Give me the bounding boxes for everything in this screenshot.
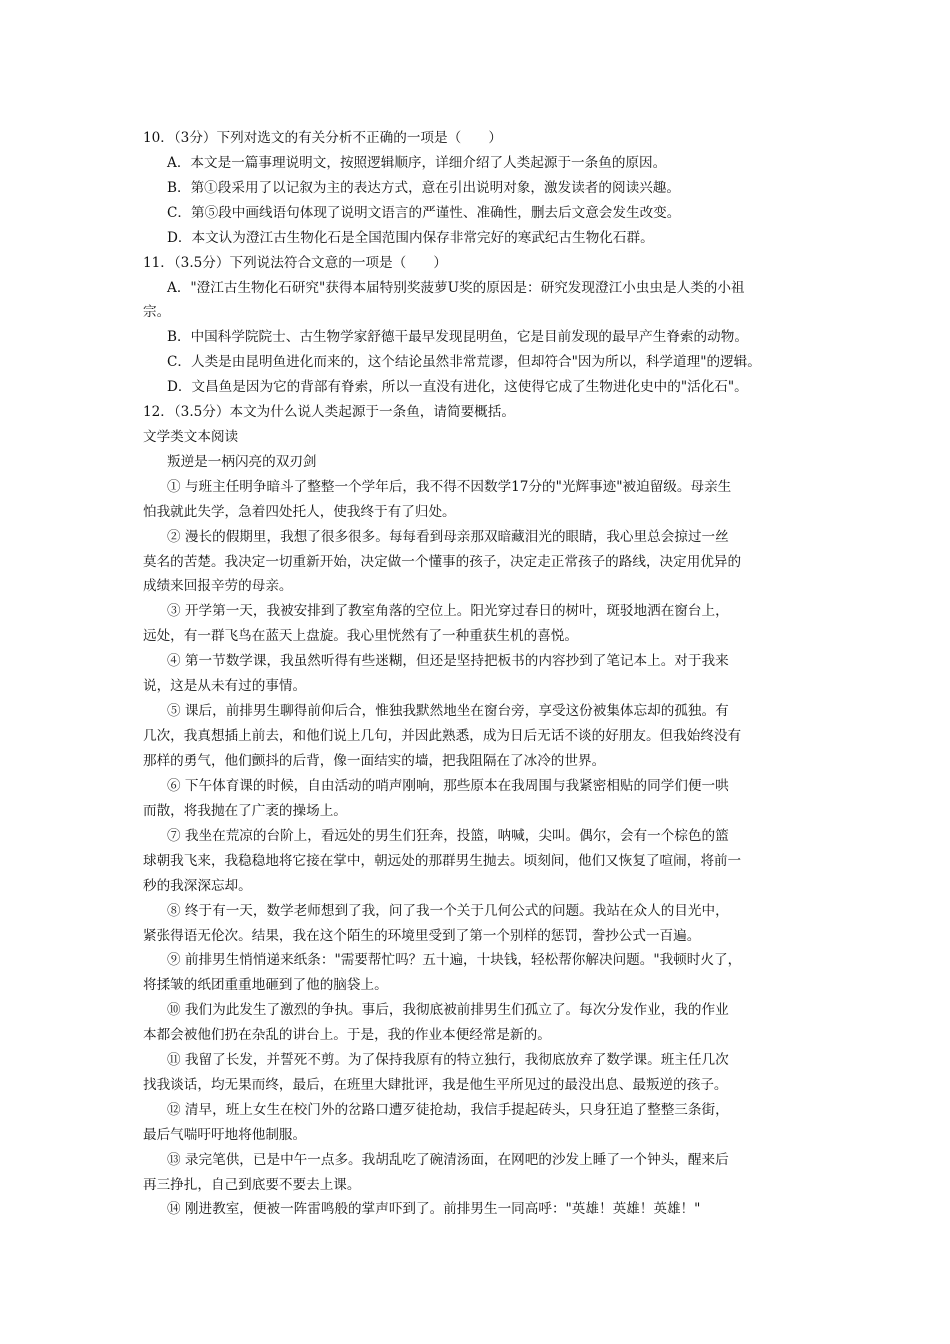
story-line: ⑤ 课后，前排男生聊得前仰后合，惟独我默然地坐在窗台旁，享受这份被集体忘却的孤独。有 [167,703,729,719]
story-line: ① 与班主任明争暗斗了整整一个学年后，我不得不因数学17分的"光辉事迹"被迫留级。母亲生 [167,479,732,495]
story-line: 几次，我真想插上前去，和他们说上几句，并因此熟悉，成为日后无话不谈的好朋友。但我始终没有 [143,728,742,744]
story-line: ⑧ 终于有一天，数学老师想到了我，问了我一个关于几何公式的问题。我站在众人的目光中， [167,903,729,919]
story-line: 最后气喘吁吁地将他制服。 [143,1127,307,1143]
question-11-option-a: A．"澄江古生物化石研究"获得本届特别奖菠萝U奖的原因是：研究发现澄江小虫虫是人类的小祖 [167,280,745,296]
section-heading: 文学类文本阅读 [143,429,239,445]
story-line: 找我谈话，均无果而终，最后，在班里大肆批评，我是他生平所见过的最没出息、最叛逆的孩子。 [143,1077,728,1093]
question-10-option-d: D．本文认为澄江古生物化石是全国范围内保存非常完好的寒武纪古生物化石群。 [167,230,654,246]
question-11-option-b: B．中国科学院院士、古生物学家舒德干最早发现昆明鱼，它是目前发现的最早产生脊索的动物。 [167,329,748,345]
story-line: ② 漫长的假期里，我想了很多很多。每每看到母亲那双暗藏泪光的眼睛，我心里总会掠过一丝 [167,529,729,545]
question-11-stem: 11．（3.5分）下列说法符合文意的一项是（ ） [143,255,447,271]
story-title: 叛逆是一柄闪亮的双刃剑 [167,454,317,470]
story-line: ⑦ 我坐在荒凉的台阶上，看远处的男生们狂奔，投篮，呐喊，尖叫。偶尔，会有一个棕色的篮 [167,828,729,844]
story-line: ③ 开学第一天，我被安排到了教室角落的空位上。阳光穿过春日的树叶，斑驳地洒在窗台上， [167,603,729,619]
story-line: 而散，将我抛在了广袤的操场上。 [143,803,347,819]
story-line: 成绩来回报辛劳的母亲。 [143,578,293,594]
story-line: 远处，有一群飞鸟在蓝天上盘旋。我心里恍然有了一种重获生机的喜悦。 [143,628,578,644]
story-line: 球朝我飞来，我稳稳地将它接在掌中，朝远处的那群男生抛去。顷刻间，他们又恢复了喧闹，将前一 [143,853,742,869]
question-12-stem: 12．（3.5分）本文为什么说人类起源于一条鱼，请简要概括。 [143,404,515,420]
story-line: ⑥ 下午体育课的时候，自由活动的哨声刚响，那些原本在我周围与我紧密相贴的同学们便一哄 [167,778,729,794]
question-11-option-a-cont: 宗。 [143,304,171,320]
story-line: ④ 第一节数学课，我虽然听得有些迷糊，但还是坚持把板书的内容抄到了笔记本上。对于我来 [167,653,729,669]
story-line: ⑨ 前排男生悄悄递来纸条："需要帮忙吗？五十遍，十块钱，轻松帮你解决问题。"我顿时火了， [167,952,742,968]
question-11-option-d: D．文昌鱼是因为它的背部有脊索，所以一直没有进化，这使得它成了生物进化史中的"活化石"。 [167,379,748,395]
question-10-stem: 10．（3分）下列对选文的有关分析不正确的一项是（ ） [143,130,502,146]
question-10-option-a: A．本文是一篇事理说明文，按照逻辑顺序，详细介绍了人类起源于一条鱼的原因。 [167,155,667,171]
story-line: 再三挣扎，自己到底要不要去上课。 [143,1177,361,1193]
story-line: ⑩ 我们为此发生了激烈的争执。事后，我彻底被前排男生们孤立了。每次分发作业，我的作业 [167,1002,729,1018]
story-line: 怕我就此失学，急着四处托人，使我终于有了归处。 [143,504,456,520]
story-line: 紧张得语无伦次。结果，我在这个陌生的环境里受到了第一个别样的惩罚，誊抄公式一百遍。 [143,928,701,944]
story-line: ⑭ 刚进教室，便被一阵雷鸣般的掌声吓到了。前排男生一同高呼："英雄！英雄！英雄！" [167,1201,701,1217]
story-line: 将揉皱的纸团重重地砸到了他的脑袋上。 [143,977,388,993]
question-10-option-c: C．第⑤段中画线语句体现了说明文语言的严谨性、准确性，删去后文意会发生改变。 [167,205,681,221]
story-line: 莫名的苦楚。我决定一切重新开始，决定做一个懂事的孩子，决定走正常孩子的路线，决定用优异的 [143,554,742,570]
story-line: ⑪ 我留了长发，并誓死不剪。为了保持我原有的特立独行，我彻底放弃了数学课。班主任几次 [167,1052,729,1068]
story-line: 本都会被他们扔在杂乱的讲台上。于是，我的作业本便经常是新的。 [143,1027,551,1043]
story-line: ⑫ 清早，班上女生在校门外的岔路口遭歹徒抢劫，我信手提起砖头，只身狂追了整整三条街， [167,1102,729,1118]
story-line: 秒的我深深忘却。 [143,878,252,894]
story-line: 说，这是从未有过的事情。 [143,678,307,694]
story-line: ⑬ 录完笔供，已是中午一点多。我胡乱吃了碗清汤面，在网吧的沙发上睡了一个钟头，醒来后 [167,1152,729,1168]
question-11-option-c: C．人类是由昆明鱼进化而来的，这个结论虽然非常荒谬，但却符合"因为所以，科学道理"的逻辑。 [167,354,761,370]
story-line: 那样的勇气，他们颤抖的后背，像一面结实的墙，把我阻隔在了冰冷的世界。 [143,753,606,769]
question-10-option-b: B．第①段采用了以记叙为主的表达方式，意在引出说明对象，激发读者的阅读兴趣。 [167,180,680,196]
